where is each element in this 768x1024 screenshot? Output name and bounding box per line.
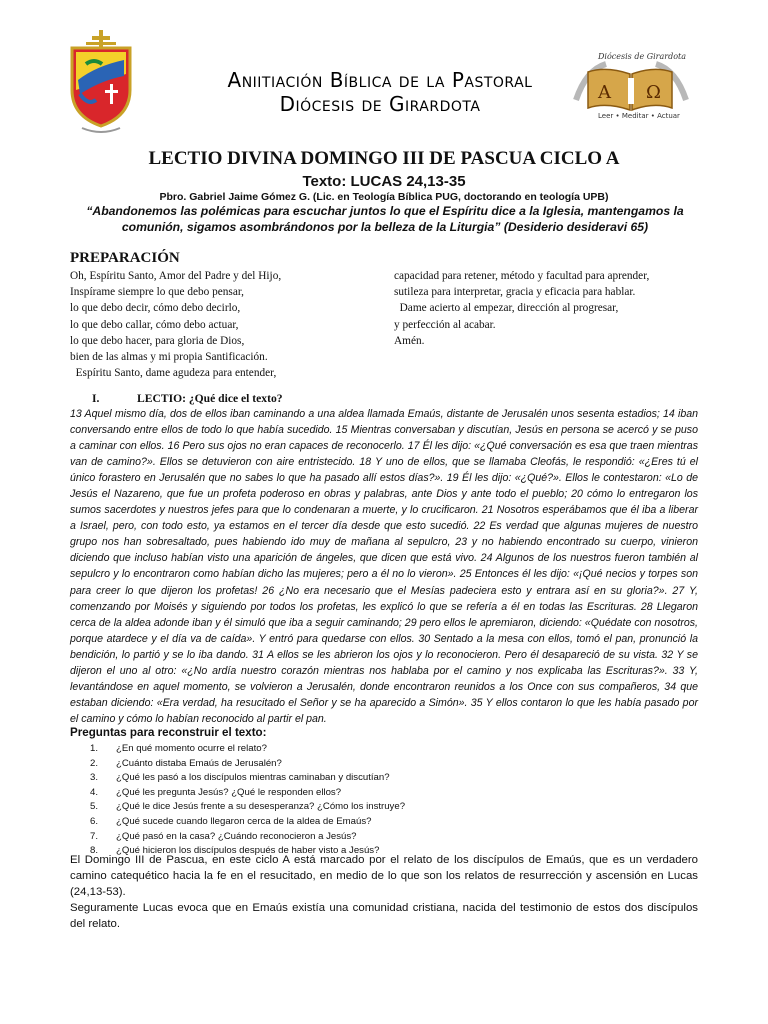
question-number: 5.: [90, 801, 99, 813]
prayer-line: y perfección al acabar.: [394, 318, 496, 331]
list-item: [90, 800, 405, 815]
question-number: 4.: [90, 786, 99, 798]
prayer-line: Inspírame siempre lo que debo pensar,: [70, 286, 244, 299]
prayer-line: lo que debo callar, cómo debo actuar,: [70, 318, 239, 331]
question-number: 2.: [90, 757, 99, 769]
gospel-text: 13 Aquel mismo día, dos de ellos iban caminando a una aldea llamada Emaús, distante de Jerusalén unos sesenta estadios; 14 iban conversando entre ellos de todo lo que había sucedido. 15 Mientras conversaban y discutían, Jesús en persona se acercó y se puso a caminar con ellos. 16 Pero sus ojos no eran capaces de reconocerlo. 17 Él les dijo: «¿Qué conversación es esa que traen mientras van de camino?». Ellos se detuvieron con aire entristecido. 18 Y uno de ellos, que se llamaba Cleofás, le respondió: «¿Eres tú el único forastero en Jerusalén que no sabes lo que ha pasado allí estos días?». 19 Él les dijo: «¿Qué?». Ellos le contestaron: «Lo de Jesús el Nazareno, que fue un profeta poderoso en obras y palabras, ante Dios y ante todo el pueblo; 20 cómo lo entregaron los sumos sacerdotes y nuestros jefes para que lo condenaran a muerte, y lo crucificaron. 21 Nosotros esperábamos que él iba a liberar a Israel, pero, con todo esto, ya estamos en el tercer día desde que esto sucedió. 22 Es verdad que algunas mujeres de nuestro grupo nos han sobresaltado, pues habiendo ido muy de mañana al sepulcro, 23 y no habiendo encontrado su cuerpo, vinieron diciendo que incluso habían visto una aparición de ángeles, que dicen que está vivo. 24 Algunos de los nuestros fueron también al sepulcro y lo encontraron como habían dicho las mujeres; pero a él no lo vieron». 25 Entonces él les dijo: «¡Qué necios y torpes son para creer lo que dijeron los profetas! 26 ¿No era necesario que el Mesías padeciera esto y entrara así en su gloria?». 27 Y, comenzando por Moisés y siguiendo por todos los profetas, les explicó lo que se refería a él en todas las Escrituras. 28 Llegaron cerca de la aldea adonde iban y él simuló que iba a seguir caminando; 29 pero ellos le apremiaron, diciendo: «Quédate con nosotros, porque atardece y el día va de caída». Y entró para quedarse con ellos. 30 Sentado a la mesa con ellos, tomó el pan, pronunció la bendición, lo partió y se lo iba dando. 31 A ellos se les abrieron los ojos y lo reconocieron. Pero él desapareció de su vista. 32 Y se dijeron el uno al otro: «¿No ardía nuestro corazón mientras nos hablaba por el camino y nos explicaba las Escrituras?». 33 Y, levantándose en aquel momento, se volvieron a Jerusalén, donde encontraron reunidos a los Once con sus compañeros, 34 que estaban diciendo: «Era verdad, ha resucitado el Señor y se ha aparecido a Simón». 35 Y ellos contaron lo que les había pasado por el camino y cómo lo habían reconocido al partir el pan.: [70, 408, 698, 725]
closing-paragraph: Seguramente Lucas evoca que en Emaús existía una comunidad cristiana, nacida del testimonio de estos dos discípulos del relato.: [70, 902, 698, 930]
lectio-heading: [92, 392, 283, 405]
prayer-line: Espíritu Santo, dame agudeza para entender,: [70, 367, 277, 380]
question-number: 1.: [90, 743, 99, 754]
prayer-line: Amén.: [394, 334, 425, 347]
prayer-line: Dame acierto al empezar, dirección al progresar,: [394, 302, 619, 315]
prayer-right-column: [394, 268, 698, 349]
question-number: 7.: [90, 830, 99, 842]
questions-heading: Preguntas para reconstruir el texto:: [70, 726, 267, 739]
preparation-heading: PREPARACIÓN: [70, 250, 180, 266]
question-text: ¿Qué sucede cuando llegaron cerca de la aldea de Emaús?: [116, 815, 372, 827]
prayer-line: capacidad para retener, método y facultad para aprender,: [394, 270, 650, 282]
header-title: [150, 68, 610, 116]
list-item: [90, 786, 405, 801]
header-title-line1: Aniitiación Bíblica de la Pastoral: [227, 68, 533, 92]
list-item: [90, 830, 405, 845]
list-item: [90, 742, 405, 757]
closing-text: [70, 852, 698, 932]
svg-text:Ω: Ω: [646, 82, 661, 103]
prayer-line: bien de las almas y mi propia Santificación.: [70, 351, 268, 364]
diocese-coat-of-arms-icon: [66, 30, 136, 138]
prayer-left-column: [70, 268, 370, 381]
question-number: 6.: [90, 815, 99, 827]
question-text: ¿Qué les pasó a los discípulos mientras caminaban y discutían?: [116, 772, 390, 784]
list-item: [90, 815, 405, 830]
question-text: ¿Qué le dice Jesús frente a su desesperanza? ¿Cómo los instruye?: [116, 801, 406, 813]
questions-list: [90, 742, 405, 859]
question-text: ¿En qué momento ocurre el relato?: [116, 743, 267, 754]
list-item: [90, 771, 405, 786]
closing-paragraph: El Domingo III de Pascua, en este ciclo A está marcado por el relato de los discípulos de Emaús, que es un verdadero camino catequético hacia la fe en el resucitado, en medio de lo que son los relatos de resurrección y ascensión en Lucas (24,13-53).: [70, 854, 698, 898]
prayer-line: lo que debo hacer, para gloria de Dios,: [70, 334, 245, 347]
svg-text:A: A: [598, 82, 611, 103]
lectio-heading-text: LECTIO: ¿Qué dice el texto?: [137, 392, 283, 405]
question-number: 8.: [90, 845, 99, 857]
page-subtitle: Texto: LUCAS 24,13-35: [302, 173, 466, 190]
question-number: 3.: [90, 772, 99, 784]
prayer-line: Oh, Espíritu Santo, Amor del Padre y del Hijo,: [70, 270, 282, 282]
author-line: Pbro. Gabriel Jaime Gómez G. (Lic. en Teología Bíblica PUG, doctorando en teología UPB): [159, 191, 609, 203]
question-text: ¿Qué les pregunta Jesús? ¿Qué le responden ellos?: [116, 786, 342, 798]
page-title: LECTIO DIVINA DOMINGO III DE PASCUA CICLO A: [148, 148, 620, 169]
logo-right-text: Diócesis de Girardota: [598, 52, 687, 61]
list-item: [90, 757, 405, 772]
question-text: ¿Qué pasó en la casa? ¿Cuándo reconocieron a Jesús?: [116, 830, 357, 842]
question-text: ¿Cuánto distaba Emaús de Jerusalén?: [116, 757, 282, 769]
prayer-line: sutileza para interpretar, gracia y eficacia para hablar.: [394, 286, 636, 299]
opening-quote: “Abandonemos las polémicas para escuchar juntos lo que el Espíritu dice a la Iglesia, mantengamos la comunión, sigamos asombrándonos por la belleza de la Liturgia” (Desiderio desideravi 65): [86, 204, 684, 234]
question-text: ¿Qué hicieron los discípulos después de haber visto a Jesús?: [116, 845, 380, 857]
header-title-line2: Diócesis de Girardota: [279, 92, 481, 116]
logo-right-motto: Leer • Meditar • Actuar: [598, 112, 680, 120]
lectio-number: I.: [92, 392, 100, 405]
prayer-line: lo que debo decir, cómo debo decirlo,: [70, 302, 241, 315]
